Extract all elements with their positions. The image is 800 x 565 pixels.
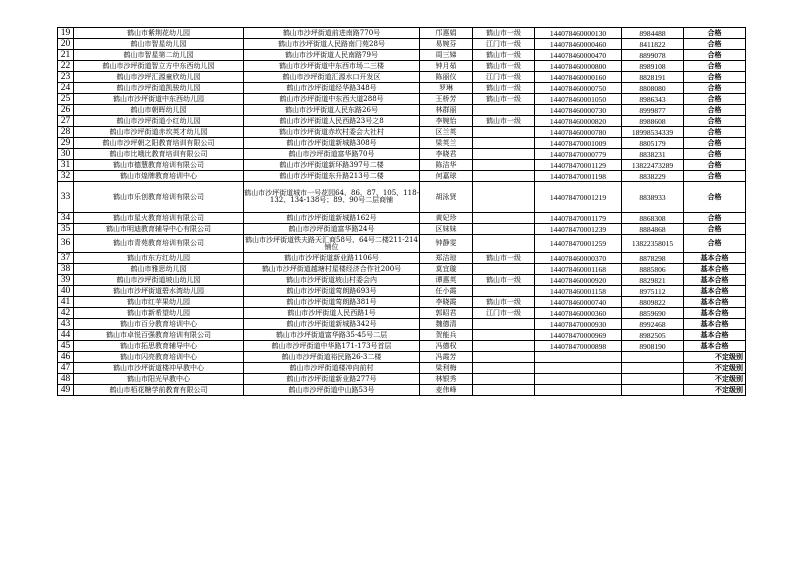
address-cell: 鹤山市沙坪街道人民东路26号 — [244, 105, 420, 116]
level-cell: 江门市一级 — [473, 308, 535, 319]
person-cell: 郑洁琼 — [420, 253, 473, 264]
person-cell: 周三娣 — [420, 50, 473, 61]
person-cell: 黄妃珍 — [420, 213, 473, 224]
address-cell: 鹤山市沙坪街道人民路南门苑28号 — [244, 39, 420, 50]
table-row — [58, 182, 746, 213]
address-cell: 鹤山市沙坪街道楼冲向前村 — [244, 363, 420, 374]
result-cell: 合格 — [684, 171, 746, 182]
phone-cell: 8838933 — [622, 182, 684, 213]
row-index: 47 — [58, 363, 74, 374]
address-cell: 鹤山市沙坪街道前进南路770号 — [244, 28, 420, 39]
phone-cell: 8885806 — [622, 264, 684, 275]
person-cell: 贺能兵 — [420, 330, 473, 341]
row-index: 37 — [58, 253, 74, 264]
code-cell: 144078470000930 — [535, 319, 622, 330]
institution-name: 鹤山市智星幼儿园 — [74, 39, 244, 50]
row-index: 42 — [58, 308, 74, 319]
level-cell — [473, 352, 535, 363]
phone-cell — [622, 352, 684, 363]
result-cell: 基本合格 — [684, 286, 746, 297]
institution-table — [57, 27, 746, 396]
code-cell: 144078460000920 — [535, 275, 622, 286]
code-cell: 144078460000370 — [535, 253, 622, 264]
code-cell: 144078470001009 — [535, 138, 622, 149]
row-index: 40 — [58, 286, 74, 297]
code-cell: 144078460001158 — [535, 286, 622, 297]
result-cell: 基本合格 — [684, 253, 746, 264]
code-cell: 144078460000160 — [535, 72, 622, 83]
level-cell: 鹤山市一级 — [473, 61, 535, 72]
row-index: 32 — [58, 171, 74, 182]
result-cell: 基本合格 — [684, 330, 746, 341]
phone-cell: 8829821 — [622, 275, 684, 286]
table-row — [58, 341, 746, 352]
table-row — [58, 105, 746, 116]
row-index: 29 — [58, 138, 74, 149]
person-cell: 陈洁华 — [420, 160, 473, 171]
result-cell: 合格 — [684, 160, 746, 171]
row-index: 25 — [58, 94, 74, 105]
address-cell: 鹤山市沙坪街道中东西市场二三楼 — [244, 61, 420, 72]
phone-cell: 8992468 — [622, 319, 684, 330]
address-cell: 鹤山市沙坪街道中华路171-173号首层 — [244, 341, 420, 352]
institution-name: 鹤山市星火教育培训有限公司 — [74, 213, 244, 224]
institution-name: 鹤山市沙坪汇源童欣幼儿园 — [74, 72, 244, 83]
row-index: 35 — [58, 224, 74, 235]
table-row — [58, 297, 746, 308]
institution-name: 鹤山市沙坪朝之阳教育培训有限公司 — [74, 138, 244, 149]
table-row — [58, 61, 746, 72]
institution-name: 鹤山市栢花糖学前教育有限公司 — [74, 385, 244, 396]
institution-name: 鹤山市朝晖幼儿园 — [74, 105, 244, 116]
person-cell: 钟月茹 — [420, 61, 473, 72]
row-index: 27 — [58, 116, 74, 127]
address-cell: 鹤山市沙坪街道新环路397号二楼 — [244, 160, 420, 171]
person-cell: 罗琳 — [420, 83, 473, 94]
table-row — [58, 50, 746, 61]
level-cell: 鹤山市一级 — [473, 28, 535, 39]
institution-name: 鹤山市东方红幼儿园 — [74, 253, 244, 264]
result-cell: 合格 — [684, 94, 746, 105]
address-cell: 鹤山市沙坪街道新城路342号 — [244, 319, 420, 330]
level-cell — [473, 319, 535, 330]
result-cell: 基本合格 — [684, 264, 746, 275]
row-index: 41 — [58, 297, 74, 308]
result-cell: 合格 — [684, 83, 746, 94]
address-cell: 鹤山市沙坪街道坡山村委会内 — [244, 275, 420, 286]
level-cell: 江门市一级 — [473, 72, 535, 83]
row-index: 28 — [58, 127, 74, 138]
level-cell — [473, 182, 535, 213]
institution-name: 鹤山市雅思幼儿园 — [74, 264, 244, 275]
table-row — [58, 72, 746, 83]
level-cell — [473, 138, 535, 149]
result-cell: 合格 — [684, 116, 746, 127]
code-cell: 144078460000470 — [535, 50, 622, 61]
institution-name: 鹤山市沙坪街道小红幼儿园 — [74, 116, 244, 127]
row-index: 39 — [58, 275, 74, 286]
institution-name: 鹤山市煌牌教育培训中心 — [74, 171, 244, 182]
result-cell: 合格 — [684, 50, 746, 61]
address-cell: 鹤山市沙坪街道中东西大道288号 — [244, 94, 420, 105]
level-cell — [473, 235, 535, 253]
code-cell: 144078460001168 — [535, 264, 622, 275]
address-cell: 鹤山市沙坪街道新城路308号 — [244, 138, 420, 149]
level-cell — [473, 341, 535, 352]
row-index: 21 — [58, 50, 74, 61]
person-cell: 王桥芳 — [420, 94, 473, 105]
phone-cell: 8808080 — [622, 83, 684, 94]
phone-cell: 8989108 — [622, 61, 684, 72]
person-cell: 李晓霞 — [420, 297, 473, 308]
table-row — [58, 213, 746, 224]
phone-cell: 8809822 — [622, 297, 684, 308]
institution-name: 鹤山市闪亮教育培训中心 — [74, 352, 244, 363]
code-cell — [535, 363, 622, 374]
code-cell: 144078470001179 — [535, 213, 622, 224]
institution-name: 鹤山市青苑教育培训有限公司 — [74, 235, 244, 253]
level-cell: 鹤山市一级 — [473, 50, 535, 61]
code-cell: 144078460000820 — [535, 116, 622, 127]
code-cell: 144078460000460 — [535, 39, 622, 50]
institution-name: 鹤山市智星第二幼儿园 — [74, 50, 244, 61]
result-cell: 不定级别 — [684, 374, 746, 385]
table-row — [58, 374, 746, 385]
row-index: 33 — [58, 182, 74, 213]
table-row — [58, 224, 746, 235]
address-cell: 鹤山市沙坪街道新业路277号 — [244, 374, 420, 385]
level-cell: 鹤山市一级 — [473, 275, 535, 286]
table-row — [58, 330, 746, 341]
phone-cell: 13822358015 — [622, 235, 684, 253]
person-cell: 冯霞芳 — [420, 352, 473, 363]
level-cell — [473, 286, 535, 297]
institution-name: 鹤山市拓思教育辅导中心 — [74, 341, 244, 352]
address-cell: 鹤山市沙坪街道赤坎村委会大社村 — [244, 127, 420, 138]
person-cell: 胡泳贤 — [420, 182, 473, 213]
person-cell: 任小霞 — [420, 286, 473, 297]
phone-cell: 18998534339 — [622, 127, 684, 138]
phone-cell: 8975112 — [622, 286, 684, 297]
address-cell: 鹤山市沙坪街道新城路162号 — [244, 213, 420, 224]
table-row — [58, 275, 746, 286]
code-cell: 144078470001129 — [535, 160, 622, 171]
address-cell: 鹤山市沙坪街道汇源水口开发区 — [244, 72, 420, 83]
code-cell: 144078470000969 — [535, 330, 622, 341]
level-cell — [473, 105, 535, 116]
table-row — [58, 319, 746, 330]
code-cell: 144078470001239 — [535, 224, 622, 235]
row-index: 46 — [58, 352, 74, 363]
result-cell: 不定级别 — [684, 385, 746, 396]
level-cell — [473, 385, 535, 396]
row-index: 34 — [58, 213, 74, 224]
table-row — [58, 171, 746, 182]
phone-cell: 8984488 — [622, 28, 684, 39]
result-cell: 不定级别 — [684, 352, 746, 363]
phone-cell: 8828191 — [622, 72, 684, 83]
address-cell: 鹤山市沙坪街道新业路1106号 — [244, 253, 420, 264]
row-index: 36 — [58, 235, 74, 253]
level-cell — [473, 149, 535, 160]
address-cell: 鹤山市沙坪街道中山路53号 — [244, 385, 420, 396]
person-cell: 易婉芬 — [420, 39, 473, 50]
person-cell: 区兰英 — [420, 127, 473, 138]
table-row — [58, 28, 746, 39]
result-cell: 合格 — [684, 213, 746, 224]
table-row — [58, 385, 746, 396]
code-cell: 144078470001198 — [535, 171, 622, 182]
code-cell: 144078460000130 — [535, 28, 622, 39]
institution-name: 鹤山市沙坪街道中东西幼儿园 — [74, 94, 244, 105]
code-cell — [535, 352, 622, 363]
table-row — [58, 253, 746, 264]
result-cell: 合格 — [684, 72, 746, 83]
row-index: 43 — [58, 319, 74, 330]
code-cell: 144078460000360 — [535, 308, 622, 319]
address-cell: 鹤山市沙坪街道城市一号花园64、86、87、105、118-132、134-138号；89、90号二层商铺 — [244, 182, 420, 213]
level-cell: 鹤山市一级 — [473, 116, 535, 127]
person-cell: 何嘉球 — [420, 171, 473, 182]
code-cell: 144078460000730 — [535, 105, 622, 116]
phone-cell: 8411822 — [622, 39, 684, 50]
table-row — [58, 286, 746, 297]
institution-name: 鹤山市百分教育培训中心 — [74, 319, 244, 330]
result-cell: 基本合格 — [684, 308, 746, 319]
phone-cell: 8838231 — [622, 149, 684, 160]
table-row — [58, 149, 746, 160]
level-cell — [473, 171, 535, 182]
address-cell: 鹤山市沙坪街道铁夫路天汇商58号、64号二楼211-214铺位 — [245, 235, 418, 251]
address-cell: 鹤山市沙坪街道莺朗路381号 — [244, 297, 420, 308]
table-row — [58, 138, 746, 149]
result-cell: 合格 — [684, 149, 746, 160]
phone-cell: 8884868 — [622, 224, 684, 235]
phone-cell: 8878298 — [622, 253, 684, 264]
institution-name: 鹤山市沙坪街道坡山幼儿园 — [74, 275, 244, 286]
result-cell: 基本合格 — [684, 297, 746, 308]
institution-name: 鹤山市沙坪街道楼冲早教中心 — [74, 363, 244, 374]
person-cell: 魏德清 — [420, 319, 473, 330]
institution-name: 鹤山市明迪教育辅导中心有限公司 — [74, 224, 244, 235]
institution-name: 鹤山市沙坪街道碧水湾幼儿园 — [74, 286, 244, 297]
institution-name: 鹤山市德慧教育培训有限公司 — [74, 160, 244, 171]
row-index: 19 — [58, 28, 74, 39]
person-cell: 莫宜璇 — [420, 264, 473, 275]
result-cell: 基本合格 — [684, 275, 746, 286]
address-cell: 鹤山市沙坪街道莺朗路693号 — [244, 286, 420, 297]
person-cell: 谭惠英 — [420, 275, 473, 286]
address-cell: 鹤山市沙坪街道经华路348号 — [244, 83, 420, 94]
row-index: 49 — [58, 385, 74, 396]
person-cell: 郭昭君 — [420, 308, 473, 319]
phone-cell: 8908190 — [622, 341, 684, 352]
row-index: 45 — [58, 341, 74, 352]
person-cell: 梁利梅 — [420, 363, 473, 374]
address-cell: 鹤山市沙坪街道人民西路1号 — [244, 308, 420, 319]
phone-cell — [622, 363, 684, 374]
row-index: 30 — [58, 149, 74, 160]
address-cell: 鹤山市沙坪街道东升路213号二楼 — [244, 171, 420, 182]
row-index: 31 — [58, 160, 74, 171]
address-cell: 鹤山市沙坪街道裕民路26-3二楼 — [244, 352, 420, 363]
row-index: 23 — [58, 72, 74, 83]
person-cell: 邝惠娟 — [420, 28, 473, 39]
person-cell: 区妹妹 — [420, 224, 473, 235]
result-cell: 不定级别 — [684, 363, 746, 374]
institution-name: 鹤山市比哦比教育培训有限公司 — [74, 149, 244, 160]
code-cell: 144078460000780 — [535, 127, 622, 138]
table-row — [58, 235, 746, 253]
level-cell: 鹤山市一级 — [473, 94, 535, 105]
address-cell: 鹤山市沙坪街道越塘村星楼经济合作社200号 — [244, 264, 420, 275]
person-cell: 梁英兰 — [420, 138, 473, 149]
phone-cell: 8868308 — [622, 213, 684, 224]
person-cell: 李婉怡 — [420, 116, 473, 127]
row-index: 20 — [58, 39, 74, 50]
phone-cell: 8986343 — [622, 94, 684, 105]
person-cell: 钟静雯 — [420, 235, 473, 253]
institution-name: 鹤山市卓悦百强教育培训有限公司 — [74, 330, 244, 341]
person-cell: 李晓君 — [420, 149, 473, 160]
institution-name: 鹤山市新希望幼儿园 — [74, 308, 244, 319]
person-cell: 林银秀 — [420, 374, 473, 385]
result-cell: 合格 — [684, 28, 746, 39]
level-cell — [473, 374, 535, 385]
code-cell: 144078460000800 — [535, 61, 622, 72]
result-cell: 合格 — [684, 235, 746, 253]
institution-name: 鹤山市沙坪街道智立方中东西幼儿园 — [74, 61, 244, 72]
table-row — [58, 116, 746, 127]
institution-name: 鹤山市沙坪街道凯骏幼儿园 — [74, 83, 244, 94]
phone-cell: 8805179 — [622, 138, 684, 149]
address-cell: 鹤山市沙坪街道富华路70号 — [244, 149, 420, 160]
table-row — [58, 160, 746, 171]
person-cell: 冯德权 — [420, 341, 473, 352]
level-cell — [473, 330, 535, 341]
person-cell: 林群丽 — [420, 105, 473, 116]
table-row — [58, 363, 746, 374]
code-cell: 144078470001259 — [535, 235, 622, 253]
level-cell — [473, 160, 535, 171]
row-index: 22 — [58, 61, 74, 72]
row-index: 44 — [58, 330, 74, 341]
table-row — [58, 264, 746, 275]
phone-cell — [622, 374, 684, 385]
phone-cell: 13822473289 — [622, 160, 684, 171]
code-cell — [535, 385, 622, 396]
phone-cell: 8899078 — [622, 50, 684, 61]
row-index: 26 — [58, 105, 74, 116]
result-cell: 合格 — [684, 61, 746, 72]
result-cell: 合格 — [684, 138, 746, 149]
phone-cell: 8982505 — [622, 330, 684, 341]
level-cell: 鹤山市一级 — [473, 297, 535, 308]
institution-name: 鹤山市沙坪街道赤坎英才幼儿园 — [74, 127, 244, 138]
level-cell — [473, 363, 535, 374]
institution-name: 鹤山市红苹果幼儿园 — [74, 297, 244, 308]
row-index: 38 — [58, 264, 74, 275]
result-cell: 合格 — [684, 39, 746, 50]
level-cell — [473, 213, 535, 224]
table-row — [58, 94, 746, 105]
code-cell — [535, 374, 622, 385]
level-cell: 鹤山市一级 — [473, 253, 535, 264]
level-cell — [473, 264, 535, 275]
code-cell: 144078460001050 — [535, 94, 622, 105]
table-body — [58, 28, 746, 396]
phone-cell: 8999877 — [622, 105, 684, 116]
table-row — [58, 39, 746, 50]
table-row — [58, 308, 746, 319]
phone-cell: 8859690 — [622, 308, 684, 319]
level-cell: 江门市一级 — [473, 39, 535, 50]
table-row — [58, 352, 746, 363]
code-cell: 144078470000779 — [535, 149, 622, 160]
code-cell: 144078470001219 — [535, 182, 622, 213]
table-row — [58, 83, 746, 94]
person-cell: 麦伟峰 — [420, 385, 473, 396]
result-cell: 合格 — [684, 105, 746, 116]
phone-cell: 8988608 — [622, 116, 684, 127]
address-cell: 鹤山市沙坪街道富华路35-45号二层 — [244, 330, 420, 341]
phone-cell: 8838229 — [622, 171, 684, 182]
table-row — [58, 127, 746, 138]
level-cell — [473, 127, 535, 138]
row-index: 48 — [58, 374, 74, 385]
address-cell: 鹤山市沙坪街道富华路24号 — [244, 224, 420, 235]
person-cell: 陈丽仪 — [420, 72, 473, 83]
institution-name: 鹤山市紫荆花幼儿园 — [74, 28, 244, 39]
address-cell: 鹤山市沙坪街道人民南路79号 — [244, 50, 420, 61]
result-cell: 合格 — [684, 224, 746, 235]
address-cell: 鹤山市沙坪街道人民西路23号之8 — [244, 116, 420, 127]
result-cell: 合格 — [684, 127, 746, 138]
result-cell: 合格 — [684, 182, 746, 213]
code-cell: 144078460000750 — [535, 83, 622, 94]
code-cell: 144078460000740 — [535, 297, 622, 308]
institution-name: 鹤山市阳光早教中心 — [74, 374, 244, 385]
institution-name: 鹤山市乐创教育培训有限公司 — [74, 182, 244, 213]
result-cell: 基本合格 — [684, 341, 746, 352]
level-cell — [473, 224, 535, 235]
level-cell: 鹤山市一级 — [473, 83, 535, 94]
row-index: 24 — [58, 83, 74, 94]
code-cell: 144078470000898 — [535, 341, 622, 352]
phone-cell — [622, 385, 684, 396]
result-cell: 基本合格 — [684, 319, 746, 330]
